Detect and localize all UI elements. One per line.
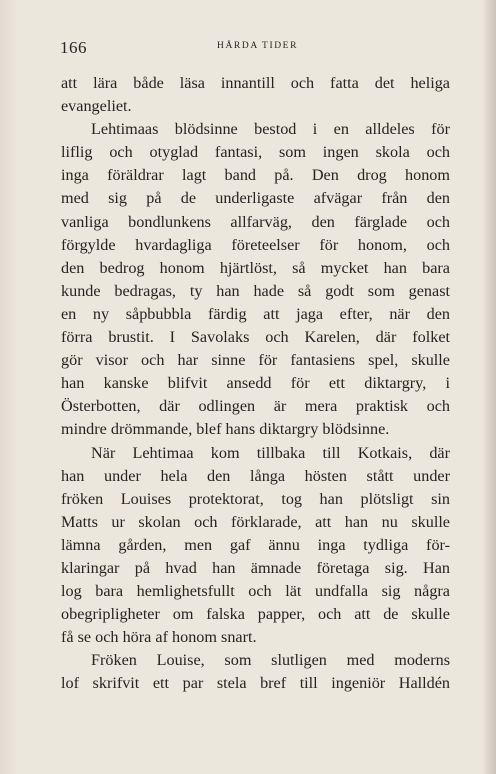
- text-line: mindre drömmande, blef hans diktargry blödsinne.: [61, 420, 390, 439]
- text-line: lof skrifvit ett par stela bref till ingeniör Halldén: [61, 674, 450, 693]
- text-line: kunde bedragas, ty han hade så godt som genast: [61, 281, 450, 300]
- text-line: förra brustit. I Savolaks och Karelen, där folket: [61, 328, 450, 347]
- text-line: att lära både läsa innantill och fatta det heliga: [61, 74, 450, 92]
- text-line: inga föräldrar lagt band på. Den drog honom: [61, 166, 450, 185]
- page-number: 166: [60, 38, 87, 57]
- text-line: gör visor och har sinne för fantasiens spel, skulle: [61, 351, 450, 370]
- text-line: log bara hemlighetsfullt och lät undfalla sig några: [61, 582, 450, 601]
- text-line: klaringar på hvad han ämnade företaga sig. Han: [61, 558, 450, 577]
- text-line: När Lehtimaa kom tillbaka till Kotkais, där: [91, 443, 450, 462]
- running-head: [60, 38, 450, 60]
- text-line: obegripligheter om falska papper, och att de skulle: [61, 605, 450, 624]
- text-line: få se och höra af honom snart.: [61, 628, 257, 647]
- running-title: HÅRDA TIDER: [217, 41, 299, 51]
- text-line: med sig på de underligaste afvägar från den: [61, 189, 450, 208]
- text-line: Lehtimaas blödsinne bestod i en alldeles för: [91, 120, 450, 139]
- text-line: lämna gården, men gaf ännu inga tydliga för-: [61, 535, 450, 554]
- text-line: Matts ur skolan och förklarade, att han nu skulle: [61, 512, 450, 531]
- text-line: han under hela den långa hösten stått under: [61, 466, 450, 485]
- text-line: Österbotten, där odlingen är mera praktisk och: [61, 397, 450, 416]
- text-line: en ny såpbubbla färdig att jaga efter, när den: [61, 304, 450, 323]
- body-text: [61, 72, 450, 696]
- text-line: vanliga bondlunkens allfarväg, den färglade och: [61, 212, 450, 231]
- text-line: fröken Louises protektorat, tog han plötsligt sin: [61, 489, 450, 508]
- text-line: han kanske blifvit ansedd för ett diktargry, i: [61, 374, 450, 393]
- text-line: Fröken Louise, som slutligen med moderns: [91, 651, 450, 670]
- text-line: den bedrog honom hjärtlöst, så mycket han bara: [61, 258, 450, 277]
- text-line: evangeliet.: [61, 97, 132, 116]
- text-line: förgylde hvardagliga företeelser för honom, och: [61, 235, 450, 254]
- text-line: liflig och otyglad fantasi, som ingen skola och: [61, 143, 450, 162]
